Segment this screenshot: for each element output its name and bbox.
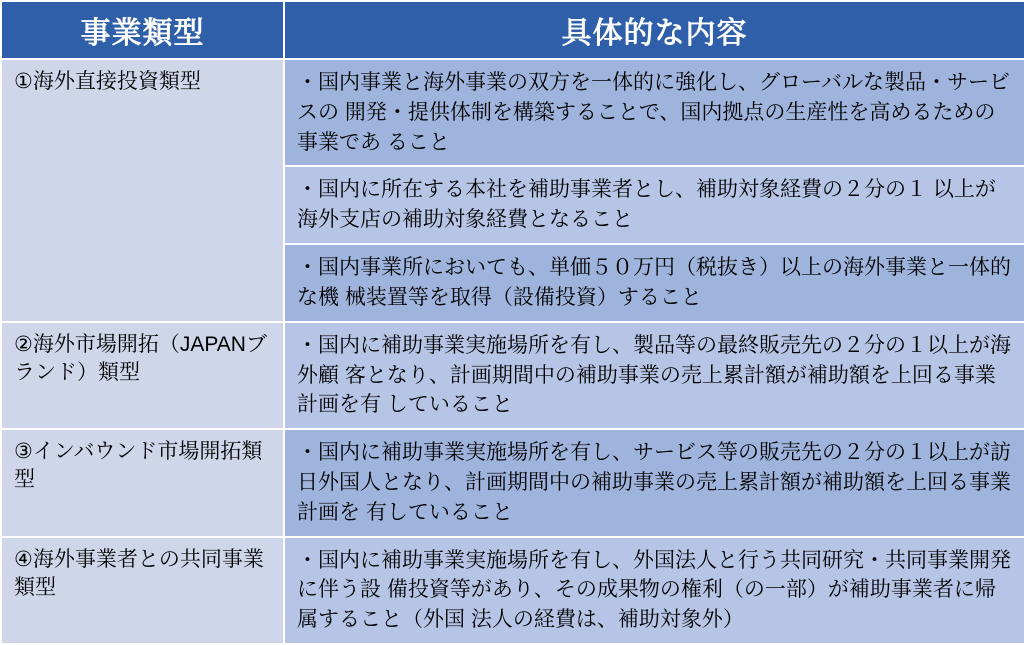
category-cell-4: ④海外事業者との共同事業類型: [1, 537, 284, 644]
table-row: [1, 537, 1024, 644]
table-row: [1, 429, 1024, 536]
table-header-row: [1, 1, 1024, 59]
column-header-category: 事業類型: [1, 1, 284, 59]
table-row: [1, 59, 1024, 166]
table-header: [1, 1, 1024, 59]
category-cell-2: ②海外市場開拓（JAPANブランド）類型: [1, 322, 284, 429]
detail-cell-2-1: ・国内に補助事業実施場所を有し、製品等の最終販売先の２分の１以上が海外顧 客となり、計画期間中の補助事業の売上累計額が補助額を上回る事業計画を有 していること: [284, 322, 1024, 429]
table-body: [1, 59, 1024, 644]
category-cell-1: ①海外直接投資類型: [1, 59, 284, 322]
detail-cell-1-3: ・国内事業所においても、単価５０万円（税抜き）以上の海外事業と一体的な機 械装置等を取得（設備投資）すること: [284, 244, 1024, 322]
detail-cell-1-2: ・国内に所在する本社を補助事業者とし、補助対象経費の２分の１ 以上が海外支店の補助対象経費となること: [284, 166, 1024, 244]
category-cell-3: ③インバウンド市場開拓類型: [1, 429, 284, 536]
detail-cell-1-1: ・国内事業と海外事業の双方を一体的に強化し、グローバルな製品・サービスの 開発・提供体制を構築することで、国内拠点の生産性を高めるための事業であ ること: [284, 59, 1024, 166]
table-row: [1, 322, 1024, 429]
detail-cell-4-1: ・国内に補助事業実施場所を有し、外国法人と行う共同研究・共同事業開発に伴う設 備投資等があり、その成果物の権利（の一部）が補助事業者に帰属すること（外国 法人の経費は、補助対象外）: [284, 537, 1024, 644]
column-header-detail: 具体的な内容: [284, 1, 1024, 59]
detail-cell-3-1: ・国内に補助事業実施場所を有し、サービス等の販売先の２分の１以上が訪日外国人となり、計画期間中の補助事業の売上累計額が補助額を上回る事業計画を 有していること: [284, 429, 1024, 536]
